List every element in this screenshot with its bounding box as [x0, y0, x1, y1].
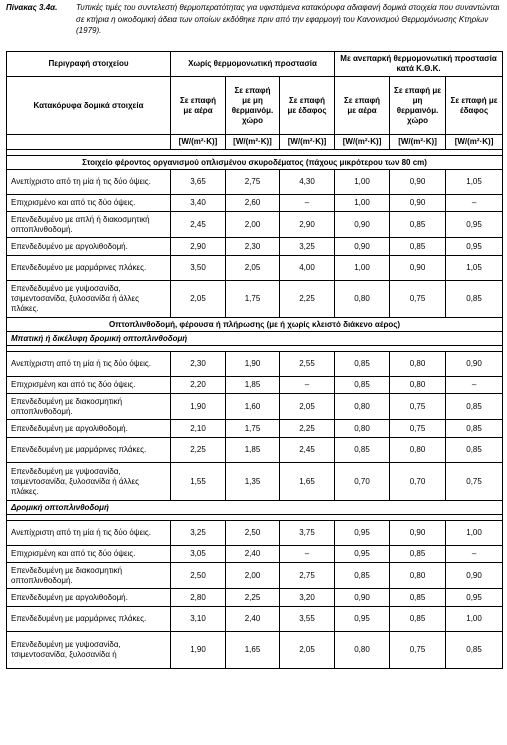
- table-row: [7, 521, 503, 546]
- value-cell: 0,90: [446, 563, 503, 589]
- value-cell: 0,80: [335, 420, 390, 438]
- row-description: Επενδεδυμένη με διακοσμητική οπτοπλινθοδομή.: [7, 563, 171, 589]
- value-cell: 0,80: [335, 632, 390, 669]
- value-cell: –: [280, 377, 335, 394]
- value-cell: 0,70: [390, 463, 446, 501]
- value-cell: 3,40: [171, 195, 226, 212]
- value-cell: 2,55: [280, 352, 335, 377]
- value-cell: 2,45: [171, 212, 226, 238]
- value-cell: –: [280, 195, 335, 212]
- table-row: [7, 563, 503, 589]
- section-title: Οπτοπλινθοδομή, φέρουσα ή πλήρωσης (με ή χωρίς κλειστό διάκενο αέρος): [7, 318, 503, 332]
- value-cell: 0,85: [446, 438, 503, 463]
- subsection-title: Μπατική ή δικέλυφη δρομική οπτοπλινθοδομή: [7, 332, 503, 346]
- value-cell: 0,75: [390, 420, 446, 438]
- value-cell: 3,50: [171, 256, 226, 281]
- table-row: [7, 463, 503, 501]
- value-cell: 0,80: [390, 563, 446, 589]
- header-no-insulation: Χωρίς θερμομονωτική προστασία: [171, 52, 335, 77]
- row-description: Επενδεδυμένο με απλή ή διακοσμητική οπτοπλινθοδομή.: [7, 212, 171, 238]
- u-value-table: [6, 51, 503, 669]
- value-cell: 0,85: [446, 394, 503, 420]
- value-cell: 2,50: [226, 521, 280, 546]
- value-cell: 0,90: [446, 352, 503, 377]
- value-cell: 1,90: [171, 632, 226, 669]
- header-insufficient-insulation: Με ανεπαρκή θερμομονωτική προστασία κατά Κ.Θ.Κ.: [335, 52, 503, 77]
- value-cell: 3,75: [280, 521, 335, 546]
- table-row: [7, 589, 503, 607]
- header-unit: [W/(m²·K)]: [171, 135, 226, 150]
- value-cell: 0,85: [446, 632, 503, 669]
- table-row: [7, 420, 503, 438]
- value-cell: 3,25: [280, 238, 335, 256]
- value-cell: 3,55: [280, 607, 335, 632]
- value-cell: 0,80: [390, 377, 446, 394]
- value-cell: 0,85: [390, 546, 446, 563]
- caption-text: Τυπικές τιμές του συντελεστή θερμοπερατότητας για υφιστάμενα κατακόρυφα αδιαφανή δομικά στοιχεία που συναντώνται σε κτήρια η οικοδομική άδεια των οποίων εκδόθηκε πριν από την εφαρμογή του Κανονισμού Θερμομόνωσης Κτηρίων (1979).: [76, 3, 500, 35]
- value-cell: 2,25: [280, 420, 335, 438]
- table-caption: [6, 2, 501, 35]
- row-description: Επενδεδυμένη με μαρμάρινες πλάκες.: [7, 607, 171, 632]
- value-cell: 1,65: [226, 632, 280, 669]
- value-cell: 0,85: [390, 607, 446, 632]
- value-cell: 2,75: [226, 170, 280, 195]
- value-cell: 2,00: [226, 563, 280, 589]
- table-row: [7, 632, 503, 669]
- table-row: [7, 238, 503, 256]
- value-cell: 2,75: [280, 563, 335, 589]
- table-row: [7, 352, 503, 377]
- row-description: Επιχρισμένη και από τις δύο όψεις.: [7, 377, 171, 394]
- header-vertical-elements: Κατακόρυφα δομικά στοιχεία: [7, 77, 171, 135]
- value-cell: 0,95: [335, 546, 390, 563]
- value-cell: 2,00: [226, 212, 280, 238]
- table-row: [7, 281, 503, 318]
- row-description: Επενδεδυμένη με μαρμάρινες πλάκες.: [7, 438, 171, 463]
- value-cell: –: [446, 546, 503, 563]
- value-cell: 1,90: [171, 394, 226, 420]
- value-cell: 2,60: [226, 195, 280, 212]
- row-description: Ανεπίχριστο από τη μία ή τις δύο όψεις.: [7, 170, 171, 195]
- value-cell: 0,95: [446, 589, 503, 607]
- table-row: [7, 170, 503, 195]
- value-cell: 2,30: [226, 238, 280, 256]
- value-cell: 0,90: [335, 238, 390, 256]
- value-cell: 3,05: [171, 546, 226, 563]
- header-col-unheated: Σε επαφή με μη θερμαινόμ. χώρο: [390, 77, 446, 135]
- value-cell: 2,90: [171, 238, 226, 256]
- header-unit: [W/(m²·K)]: [390, 135, 446, 150]
- value-cell: 1,00: [446, 607, 503, 632]
- value-cell: 0,75: [390, 632, 446, 669]
- value-cell: –: [446, 195, 503, 212]
- value-cell: 2,20: [171, 377, 226, 394]
- value-cell: 3,25: [171, 521, 226, 546]
- header-unit: [W/(m²·K)]: [226, 135, 280, 150]
- value-cell: –: [280, 546, 335, 563]
- table-row: [7, 546, 503, 563]
- table-row: [7, 394, 503, 420]
- value-cell: 1,65: [280, 463, 335, 501]
- value-cell: 1,90: [226, 352, 280, 377]
- value-cell: 0,75: [390, 394, 446, 420]
- value-cell: 2,40: [226, 607, 280, 632]
- header-description: Περιγραφή στοιχείου: [7, 52, 171, 77]
- row-description: Επενδεδυμένη με γυψοσανίδα, τσιμεντοσανίδα, ξυλοσανίδα ή: [7, 632, 171, 669]
- value-cell: 4,00: [280, 256, 335, 281]
- value-cell: 0,95: [335, 521, 390, 546]
- value-cell: 2,30: [171, 352, 226, 377]
- value-cell: 0,85: [390, 238, 446, 256]
- value-cell: 0,90: [390, 521, 446, 546]
- value-cell: 1,55: [171, 463, 226, 501]
- value-cell: 0,85: [446, 420, 503, 438]
- header-col-air: Σε επαφή με αέρα: [335, 77, 390, 135]
- header-col-ground: Σε επαφή με έδαφος: [280, 77, 335, 135]
- row-description: Επενδεδυμένη με γυψοσανίδα, τσιμεντοσανίδα, ξυλοσανίδα ή άλλες πλάκες.: [7, 463, 171, 501]
- table-row: [7, 607, 503, 632]
- row-description: Επενδεδυμένη με αργολιθοδομή.: [7, 420, 171, 438]
- value-cell: 1,35: [226, 463, 280, 501]
- value-cell: 0,90: [335, 212, 390, 238]
- value-cell: 0,85: [335, 352, 390, 377]
- value-cell: 0,75: [446, 463, 503, 501]
- row-description: Επενδεδυμένη με διακοσμητική οπτοπλινθοδομή.: [7, 394, 171, 420]
- row-description: Ανεπίχριστη από τη μία ή τις δύο όψεις.: [7, 521, 171, 546]
- value-cell: 2,25: [171, 438, 226, 463]
- row-description: Ανεπίχριστη από τη μία ή τις δύο όψεις.: [7, 352, 171, 377]
- value-cell: 2,25: [280, 281, 335, 318]
- value-cell: 0,75: [390, 281, 446, 318]
- value-cell: 3,65: [171, 170, 226, 195]
- value-cell: 0,90: [390, 170, 446, 195]
- value-cell: 1,00: [335, 195, 390, 212]
- row-description: Επενδεδυμένη με αργολιθοδομή.: [7, 589, 171, 607]
- value-cell: 2,25: [226, 589, 280, 607]
- value-cell: 2,05: [280, 394, 335, 420]
- value-cell: 0,80: [390, 352, 446, 377]
- value-cell: 2,10: [171, 420, 226, 438]
- row-description: Επενδεδυμένο με μαρμάρινες πλάκες.: [7, 256, 171, 281]
- row-description: Επενδεδυμένο με αργολιθοδομή.: [7, 238, 171, 256]
- table-row: [7, 377, 503, 394]
- value-cell: 0,90: [390, 256, 446, 281]
- header-col-unheated: Σε επαφή με μη θερμαινόμ. χώρο: [226, 77, 280, 135]
- value-cell: 2,40: [226, 546, 280, 563]
- value-cell: 0,70: [335, 463, 390, 501]
- row-description: Επενδεδυμένο με γυψοσανίδα, τσιμεντοσανίδα, ξυλοσανίδα ή άλλες πλάκες.: [7, 281, 171, 318]
- header-blank: [7, 135, 171, 150]
- value-cell: 2,05: [226, 256, 280, 281]
- header-col-ground: Σε επαφή με έδαφος: [446, 77, 503, 135]
- section-title: Στοιχείο φέροντος οργανισμού οπλισμένου σκυροδέματος (πάχους μικρότερου των 80 cm): [7, 156, 503, 170]
- value-cell: 0,95: [446, 238, 503, 256]
- value-cell: 1,60: [226, 394, 280, 420]
- value-cell: 1,05: [446, 256, 503, 281]
- value-cell: 0,85: [335, 563, 390, 589]
- value-cell: 0,95: [446, 212, 503, 238]
- value-cell: 1,05: [446, 170, 503, 195]
- value-cell: 0,85: [335, 438, 390, 463]
- value-cell: 1,85: [226, 377, 280, 394]
- value-cell: 0,95: [335, 607, 390, 632]
- value-cell: 1,75: [226, 420, 280, 438]
- header-col-air: Σε επαφή με αέρα: [171, 77, 226, 135]
- value-cell: 1,85: [226, 438, 280, 463]
- header-unit: [W/(m²·K)]: [335, 135, 390, 150]
- value-cell: 0,80: [335, 281, 390, 318]
- value-cell: 0,90: [335, 589, 390, 607]
- value-cell: –: [446, 377, 503, 394]
- value-cell: 2,80: [171, 589, 226, 607]
- value-cell: 3,10: [171, 607, 226, 632]
- value-cell: 2,45: [280, 438, 335, 463]
- value-cell: 2,05: [280, 632, 335, 669]
- table-row: [7, 212, 503, 238]
- value-cell: 4,30: [280, 170, 335, 195]
- row-description: Επιχρισμένη και από τις δύο όψεις.: [7, 546, 171, 563]
- subsection-title: Δρομική οπτοπλινθοδομή: [7, 501, 503, 515]
- header-unit: [W/(m²·K)]: [280, 135, 335, 150]
- caption-label: Πίνακας 3.4α.: [6, 3, 58, 12]
- value-cell: 0,85: [335, 377, 390, 394]
- table-row: [7, 256, 503, 281]
- value-cell: 1,75: [226, 281, 280, 318]
- table-row: [7, 438, 503, 463]
- value-cell: 0,85: [446, 281, 503, 318]
- value-cell: 1,00: [335, 170, 390, 195]
- value-cell: 0,80: [390, 438, 446, 463]
- value-cell: 1,00: [446, 521, 503, 546]
- value-cell: 2,50: [171, 563, 226, 589]
- value-cell: 1,00: [335, 256, 390, 281]
- header-unit: [W/(m²·K)]: [446, 135, 503, 150]
- value-cell: 0,80: [335, 394, 390, 420]
- table-row: [7, 195, 503, 212]
- value-cell: 0,85: [390, 589, 446, 607]
- value-cell: 3,20: [280, 589, 335, 607]
- row-description: Επιχρισμένο και από τις δύο όψεις.: [7, 195, 171, 212]
- value-cell: 0,90: [390, 195, 446, 212]
- value-cell: 2,90: [280, 212, 335, 238]
- value-cell: 0,85: [390, 212, 446, 238]
- value-cell: 2,05: [171, 281, 226, 318]
